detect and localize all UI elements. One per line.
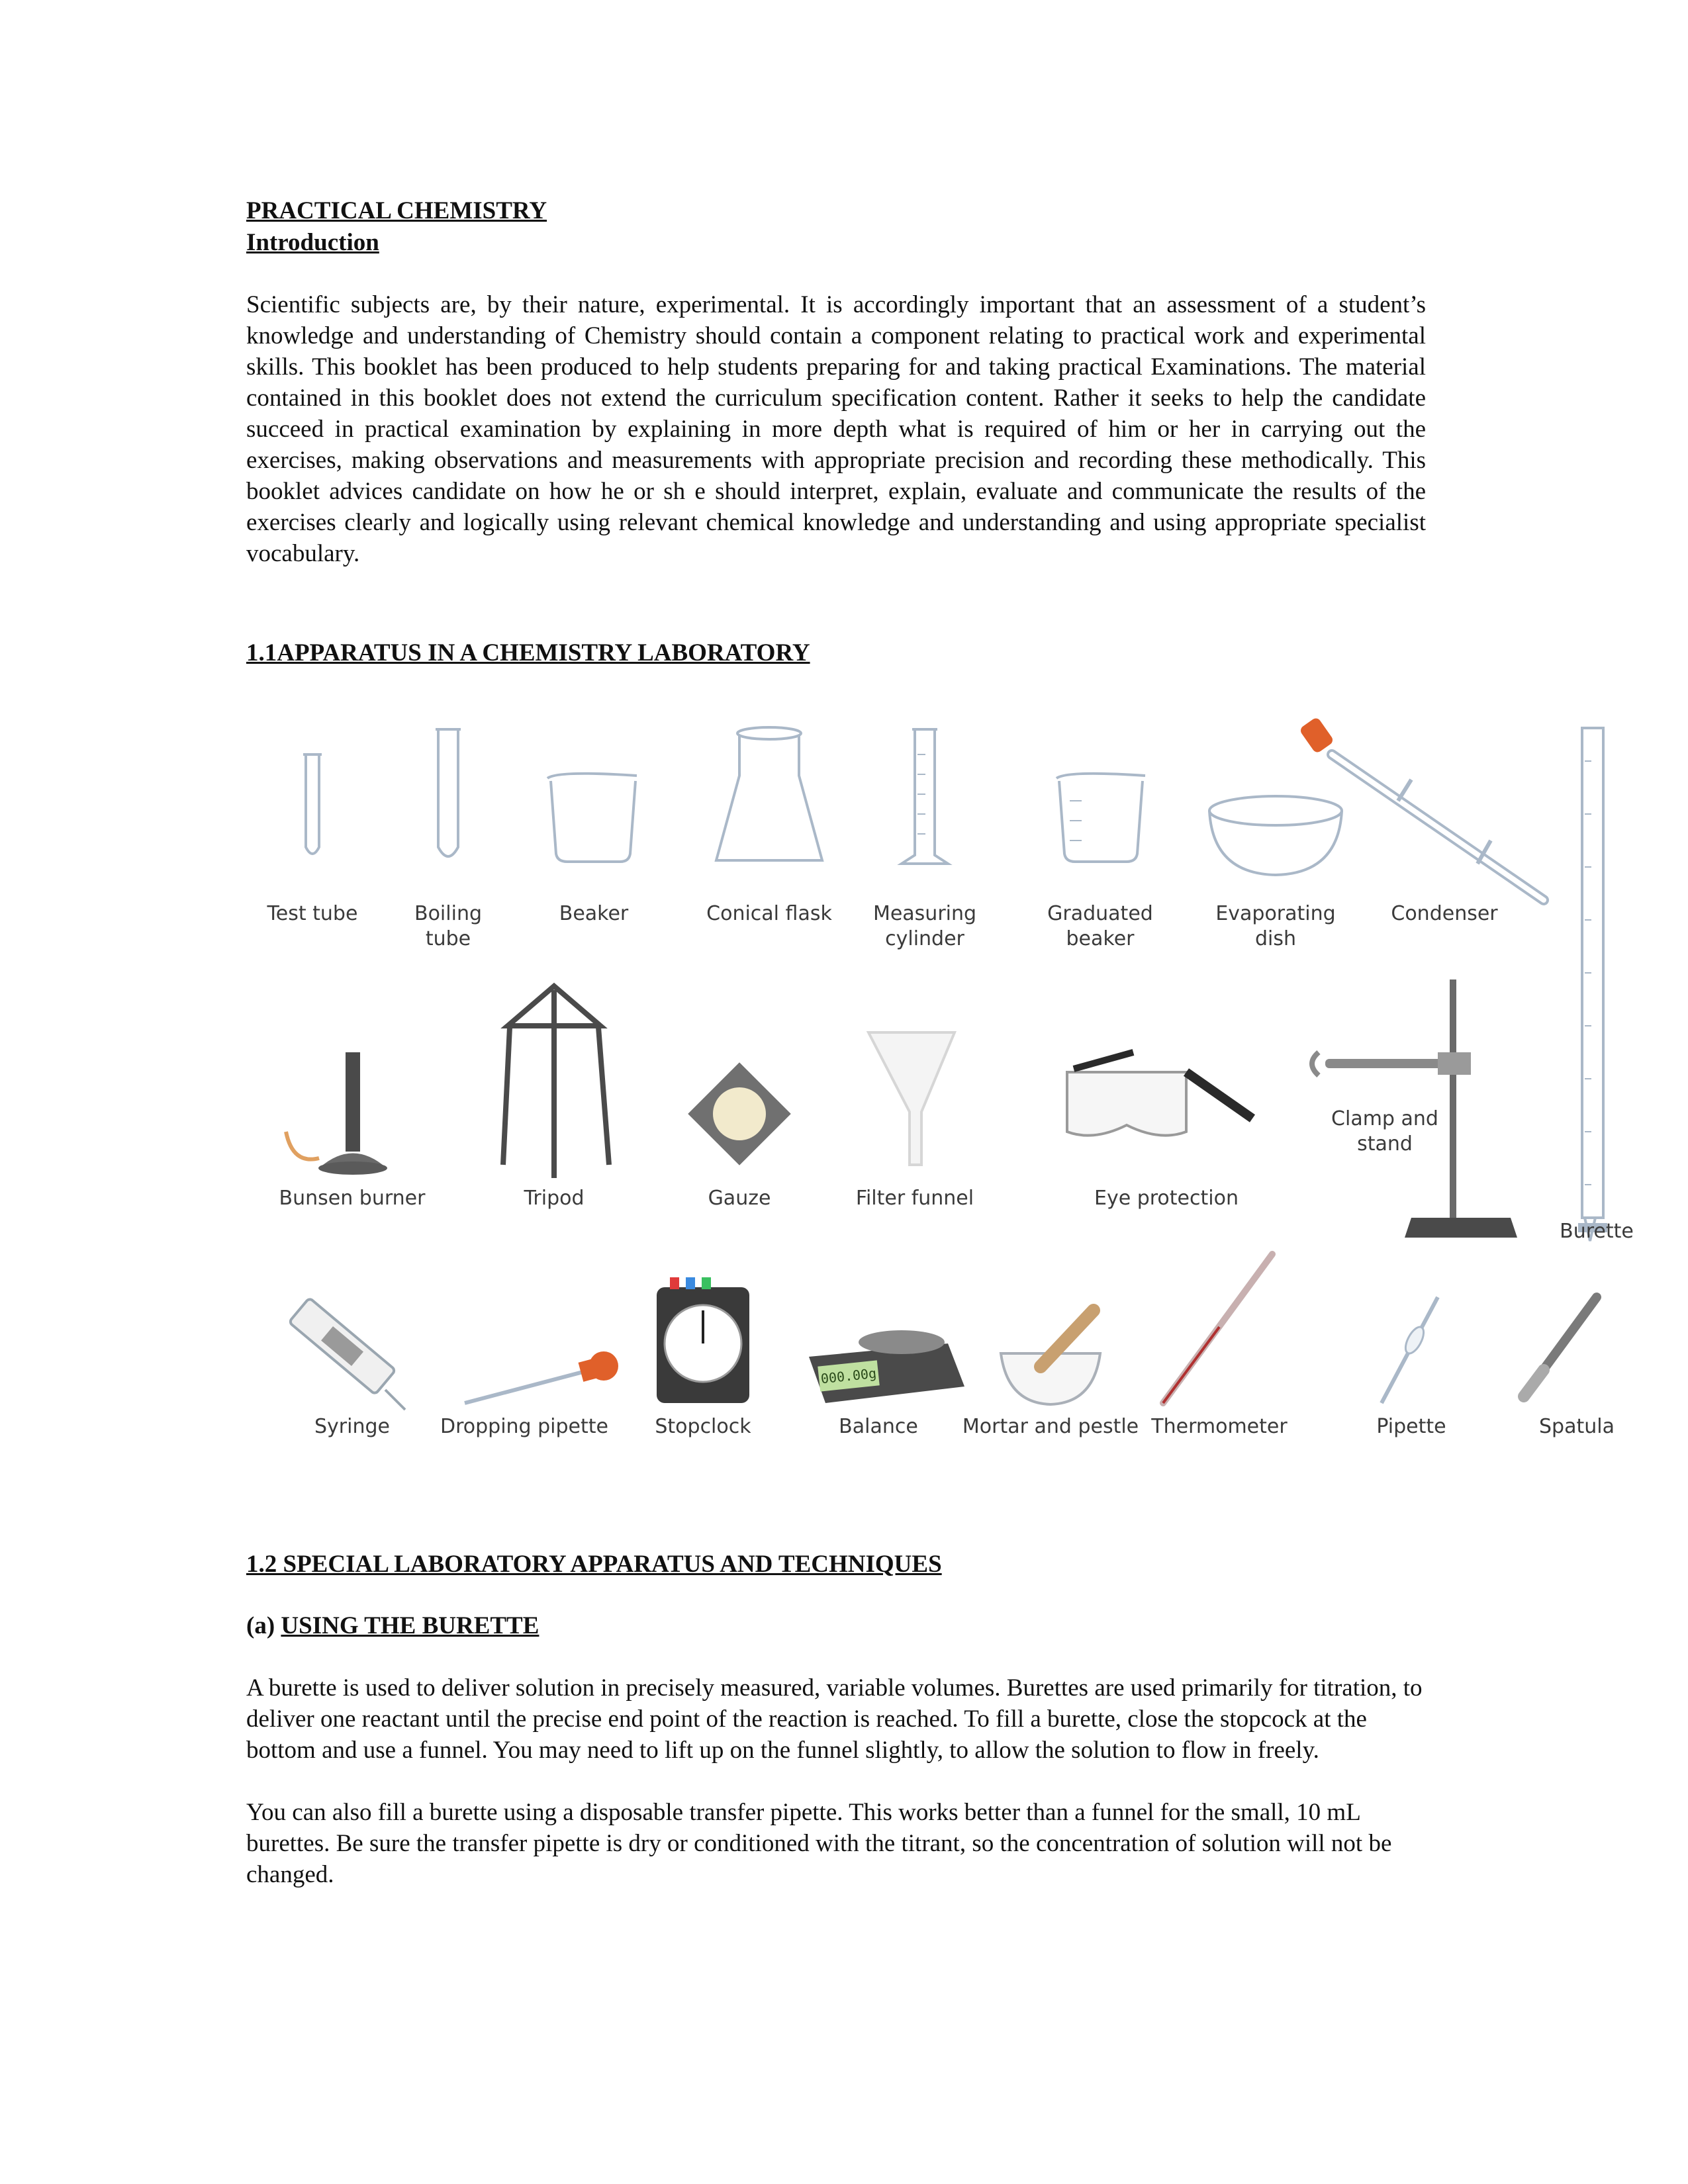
label-boiling-tube-1: Boiling bbox=[414, 902, 482, 925]
label-dropping-pipette: Dropping pipette bbox=[440, 1415, 609, 1438]
label-eye-protection: Eye protection bbox=[1094, 1187, 1239, 1210]
label-graduated-beaker-1: Graduated bbox=[1047, 902, 1153, 925]
label-syringe: Syringe bbox=[314, 1415, 390, 1438]
label-condenser: Condenser bbox=[1391, 902, 1498, 925]
label-beaker: Beaker bbox=[559, 902, 629, 925]
page-subtitle: Introduction bbox=[246, 229, 379, 256]
label-stopclock: Stopclock bbox=[655, 1415, 751, 1438]
page-title: PRACTICAL CHEMISTRY bbox=[246, 197, 547, 224]
subsection-a-heading bbox=[246, 1610, 1426, 1642]
subsection-a-prefix: (a) bbox=[246, 1612, 281, 1639]
label-mortar-and-pestle: Mortar and pestle bbox=[962, 1415, 1139, 1438]
intro-paragraph: Scientific subjects are, by their nature, experimental. It is accordingly important that an assessment of a student’s knowledge and understanding of Chemistry should contain a component relating to practical work and experimental skills. This booklet has been produced to help students preparing for and taking practical Examinations. The material contained in this booklet does not extend the curriculum specification content. Rather it seeks to help the candidate succeed in practical examination by explaining in more depth what is required of him or her in carrying out the exercises, making observations and measurements with appropriate precision and recording these methodically. This booklet advices candidate on how he or sh e should interpret, explain, evaluate and communicate the results of the exercises clearly and logically using relevant chemical knowledge and understanding and using appropriate specialist vocabulary. bbox=[246, 291, 1426, 567]
label-evaporating-dish-2: dish bbox=[1254, 927, 1297, 950]
label-conical-flask: Conical flask bbox=[706, 902, 832, 925]
section-1-2-heading: 1.2 SPECIAL LABORATORY APPARATUS AND TECHNIQUES bbox=[246, 1551, 942, 1578]
burette-drawing bbox=[1579, 728, 1606, 1241]
stopclock-drawing bbox=[657, 1277, 749, 1403]
label-measuring-cylinder-1: Measuring bbox=[872, 902, 977, 925]
label-graduated-beaker-2: beaker bbox=[1066, 927, 1135, 950]
apparatus-figure bbox=[246, 702, 1644, 1459]
label-spatula: Spatula bbox=[1539, 1415, 1615, 1438]
balance-display-text: 000.00g bbox=[820, 1365, 878, 1387]
label-test-tube: Test tube bbox=[267, 902, 358, 925]
label-evaporating-dish-1: Evaporating bbox=[1215, 902, 1336, 925]
section-1-1-heading: 1.1APPARATUS IN A CHEMISTRY LABORATORY bbox=[246, 639, 810, 666]
label-clamp-and-stand-2: stand bbox=[1357, 1132, 1413, 1156]
label-measuring-cylinder-2: cylinder bbox=[885, 927, 964, 950]
label-burette: Burette bbox=[1560, 1220, 1634, 1243]
burette-paragraph-2: You can also fill a burette using a disposable transfer pipette. This works better than a funnel for the small, 10 mL burettes. Be sure the transfer pipette is dry or conditioned with the titrant, so the concentration of solution will not be changed. bbox=[246, 1799, 1392, 1888]
label-clamp-and-stand-1: Clamp and bbox=[1331, 1107, 1438, 1130]
label-pipette: Pipette bbox=[1376, 1415, 1446, 1438]
label-thermometer: Thermometer bbox=[1151, 1415, 1288, 1438]
label-boiling-tube-2: tube bbox=[425, 927, 471, 950]
burette-paragraph-1: A burette is used to deliver solution in precisely measured, variable volumes. Burettes are used primarily for titration, to deliver one reactant until the precise end point of the reaction is reached. To fill a burette, close the stopcock at the bottom and use a funnel. You may need to lift up on the funnel slightly, to allow the solution to flow in freely. bbox=[246, 1674, 1423, 1764]
subsection-a-title: USING THE BURETTE bbox=[281, 1612, 539, 1639]
label-filter-funnel: Filter funnel bbox=[855, 1187, 974, 1210]
label-gauze: Gauze bbox=[708, 1187, 771, 1210]
label-balance: Balance bbox=[839, 1415, 918, 1438]
label-tripod: Tripod bbox=[524, 1187, 585, 1210]
label-bunsen-burner: Bunsen burner bbox=[279, 1187, 426, 1210]
